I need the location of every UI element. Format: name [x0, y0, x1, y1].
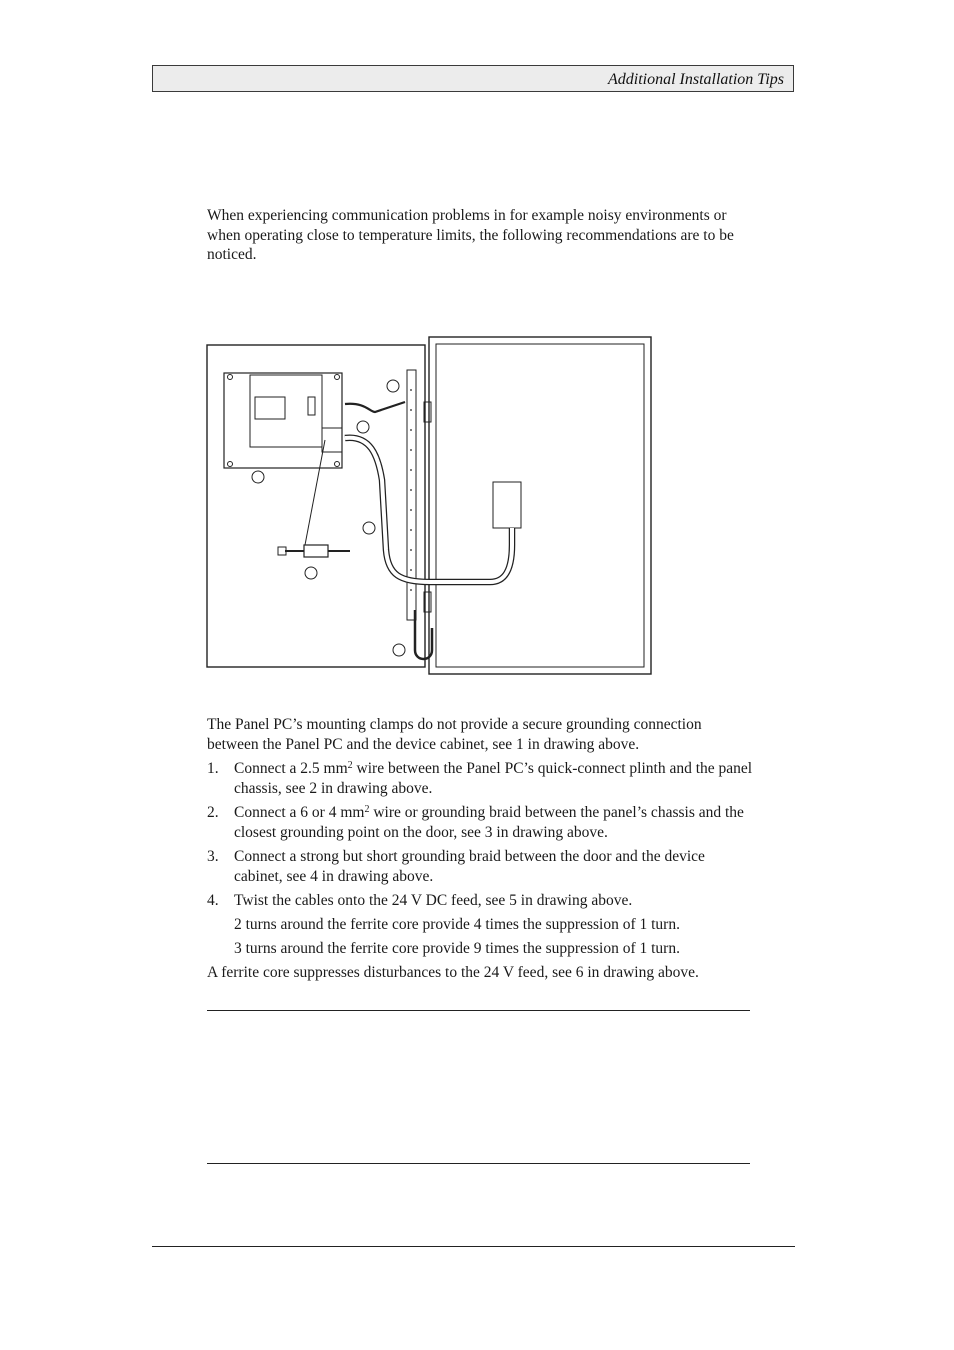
intro-paragraph: When experiencing communication problems in for example noisy environments or when operating close to temperature limits, the following recommendations are to be noticed.	[207, 207, 734, 263]
list-item	[207, 759, 757, 798]
list-text: Connect a strong but short grounding braid between the door and the device cabinet, see 4 in drawing above.	[234, 848, 705, 885]
list-number: 1.	[207, 760, 219, 777]
list-number: 2.	[207, 804, 219, 821]
divider	[207, 1163, 750, 1164]
closing-paragraph: A ferrite core suppresses disturbances to the 24 V feed, see 6 in drawing above.	[207, 964, 699, 981]
page-header-title: Additional Installation Tips	[607, 71, 784, 88]
list-item	[207, 891, 757, 911]
sub-note: 3 turns around the ferrite core provide 9 times the suppression of 1 turn.	[234, 940, 680, 957]
list-number: 3.	[207, 848, 219, 865]
list-item	[207, 803, 757, 842]
list-number: 4.	[207, 892, 219, 909]
grounding-paragraph: The Panel PC’s mounting clamps do not provide a secure grounding connection between the Panel PC and the device cabinet, see 1 in drawing above.	[207, 716, 702, 753]
list-item	[207, 847, 757, 886]
divider	[207, 1010, 750, 1011]
recommendation-list	[207, 759, 757, 916]
list-text: Connect a 6 or 4 $mm^2$ wire or grounding braid between the panel’s chassis and the closest grounding point on the door, see 3 in drawing above.	[234, 804, 744, 841]
sub-note: 2 turns around the ferrite core provide 4 times the suppression of 1 turn.	[234, 916, 680, 933]
page-header-bar	[152, 65, 794, 92]
grounding-installation-drawing	[200, 330, 660, 680]
list-text: Twist the cables onto the 24 V DC feed, see 5 in drawing above.	[234, 892, 633, 909]
footer-divider	[152, 1246, 795, 1247]
list-text: Connect a 2.5 $mm^2$ wire between the Panel PC’s quick-connect plinth and the panel chassis, see 2 in drawing above.	[234, 760, 753, 797]
